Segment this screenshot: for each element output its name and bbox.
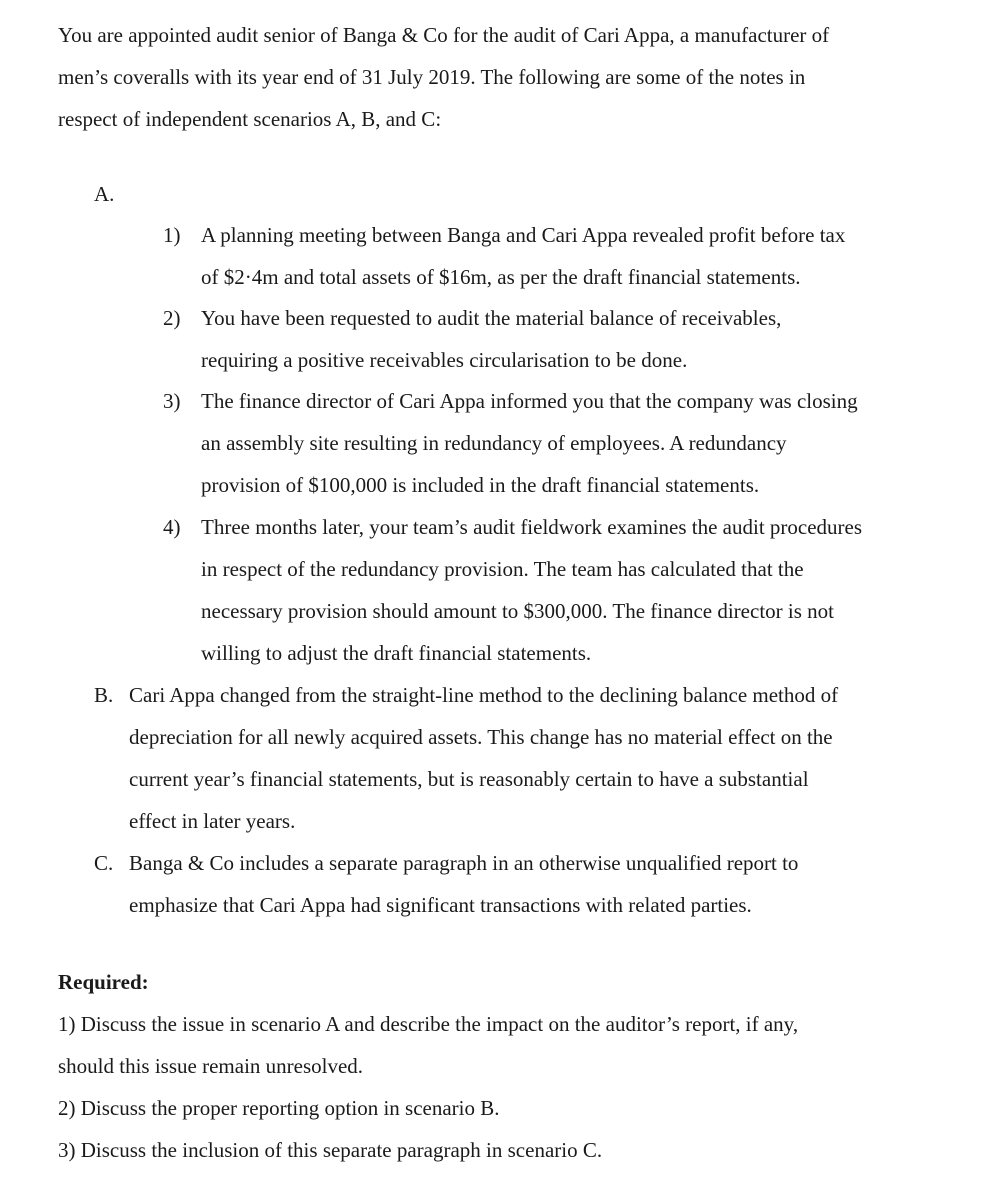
item-text xyxy=(201,214,845,298)
scenario-b-line: depreciation for all newly acquired assets. This change has no material effect on the xyxy=(129,725,833,749)
intro-paragraph xyxy=(58,14,958,140)
required-line: 2) Discuss the proper reporting option in scenario B. xyxy=(58,1096,500,1120)
required-section xyxy=(58,961,958,1171)
item-number: 4) xyxy=(163,515,181,539)
scenario-c-line: emphasize that Cari Appa had significant transactions with related parties. xyxy=(129,893,752,917)
intro-line: You are appointed audit senior of Banga & Co for the audit of Cari Appa, a manufacturer of xyxy=(58,23,830,47)
item-line: an assembly site resulting in redundancy of employees. A redundancy xyxy=(201,431,787,455)
item-line: Three months later, your team’s audit fieldwork examines the audit procedures xyxy=(201,515,863,539)
item-number: 3) xyxy=(163,389,181,413)
required-line: should this issue remain unresolved. xyxy=(58,1054,364,1078)
item-text xyxy=(201,297,781,381)
scenario-b-line: Cari Appa changed from the straight-line method to the declining balance method of xyxy=(129,683,839,707)
item-text xyxy=(201,506,862,674)
item-line: The finance director of Cari Appa informed you that the company was closing xyxy=(201,389,858,413)
scenario-b-line: current year’s financial statements, but is reasonably certain to have a substantial xyxy=(129,767,809,791)
scenario-b-label: B. xyxy=(94,683,114,707)
scenario-c-line: Banga & Co includes a separate paragraph in an otherwise unqualified report to xyxy=(129,851,799,875)
required-line: 3) Discuss the inclusion of this separate paragraph in scenario C. xyxy=(58,1138,603,1162)
item-number: 2) xyxy=(163,306,181,330)
scenario-b-text xyxy=(129,674,838,842)
scenario-c-label: C. xyxy=(94,851,114,875)
item-line: provision of $100,000 is included in the draft financial statements. xyxy=(201,473,760,497)
item-line: in respect of the redundancy provision. The team has calculated that the xyxy=(201,557,804,581)
item-line: A planning meeting between Banga and Cari Appa revealed profit before tax xyxy=(201,223,846,247)
scenario-c-text xyxy=(129,842,798,926)
item-line: You have been requested to audit the material balance of receivables, xyxy=(201,306,782,330)
required-heading: Required: xyxy=(58,970,149,994)
item-line: necessary provision should amount to $300,000. The finance director is not xyxy=(201,599,834,623)
item-line: of $2·4m and total assets of $16m, as per the draft financial statements. xyxy=(201,265,801,289)
item-number: 1) xyxy=(163,223,181,247)
scenario-b-line: effect in later years. xyxy=(129,809,296,833)
intro-line: men’s coveralls with its year end of 31 July 2019. The following are some of the notes in xyxy=(58,65,806,89)
item-line: requiring a positive receivables circularisation to be done. xyxy=(201,348,688,372)
intro-line: respect of independent scenarios A, B, and C: xyxy=(58,107,442,131)
scenario-a-label: A. xyxy=(94,182,115,206)
required-line: 1) Discuss the issue in scenario A and describe the impact on the auditor’s report, if any, xyxy=(58,1012,799,1036)
item-text xyxy=(201,380,858,506)
item-line: willing to adjust the draft financial statements. xyxy=(201,641,592,665)
